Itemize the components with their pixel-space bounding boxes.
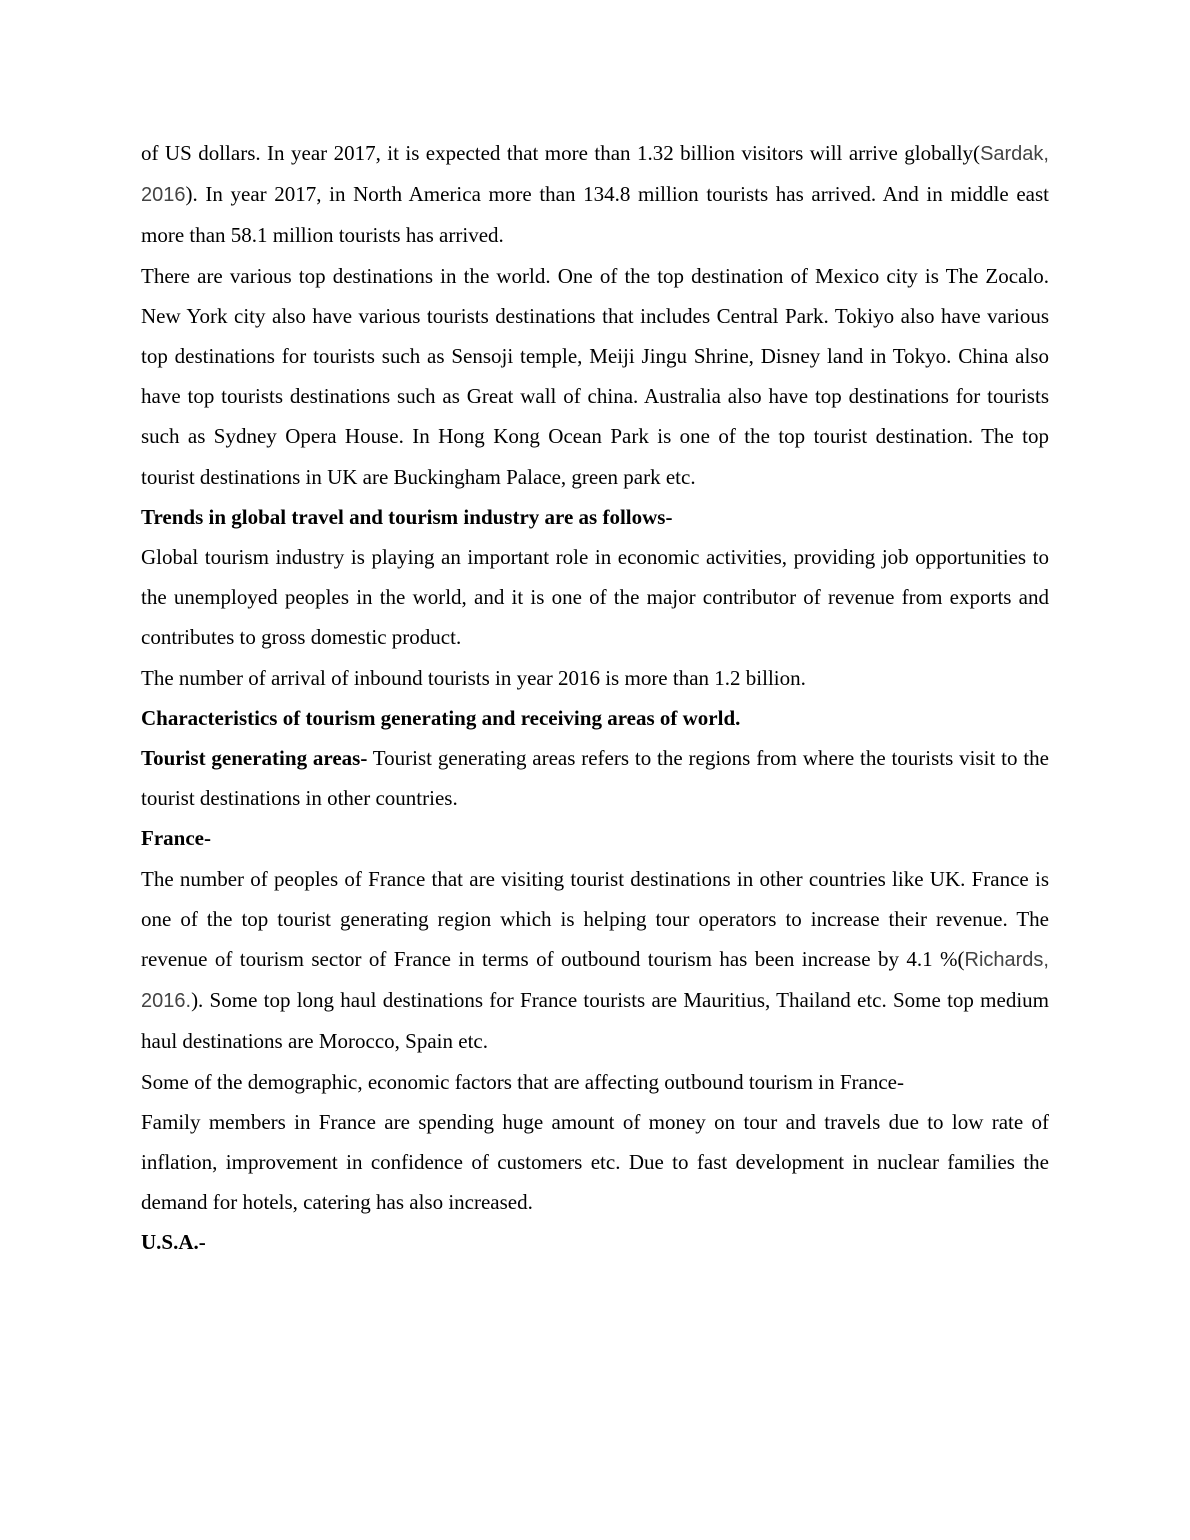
- heading-characteristics: Characteristics of tourism generating and receiving areas of world.: [141, 705, 741, 730]
- citation-sardak: Sardak, 2016: [141, 143, 1049, 207]
- heading-france: France-: [141, 826, 211, 851]
- citation-richards: Richards, 2016.: [141, 949, 1049, 1013]
- term-tourist-generating-areas: Tourist generating areas-: [141, 746, 368, 771]
- paragraph-text: ). Some top long haul destinations for France tourists are Mauritius, Thailand etc. Some top medium haul destinations are Morocco, Spain etc.: [141, 988, 1049, 1054]
- paragraph-top-destinations: There are various top destinations in the world. One of the top destination of Mexico city is The Zocalo. New York city also have various tourists destinations that includes Central Park. Tokiyo also have various top destinations for tourists such as Sensoji temple, Meiji Jingu Shrine, Disney land in Tokyo. China also have top tourists destinations such as Great wall of china. Australia also have top destinations for tourists such as Sydney Opera House. In Hong Kong Ocean Park is one of the top tourist destination. The top tourist destinations in UK are Buckingham Palace, green park etc.: [141, 263, 1049, 489]
- paragraph-text: of US dollars. In year 2017, it is expected that more than 1.32 billion visitors will arrive globally(: [141, 141, 981, 165]
- paragraph-text: ). In year 2017, in North America more than 134.8 million tourists has arrived. And in middle east more than 58.1 million tourists has arrived.: [141, 182, 1049, 248]
- heading-trends: Trends in global travel and tourism industry are as follows-: [141, 504, 673, 529]
- paragraph-visitor-statistics: [141, 133, 1049, 256]
- paragraph-text: The number of peoples of France that are visiting tourist destinations in other countries like UK. France is one of the top tourist generating region which is helping tour operators to increase their revenue. The revenue of tourism sector of France in terms of outbound tourism has been increase by 4.1 %(: [141, 866, 1049, 972]
- paragraph-generating-areas: [141, 738, 1049, 818]
- paragraph-text: Tourist generating areas refers to the regions from where the tourists visit to the tourist destinations in other countries.: [141, 746, 1049, 811]
- paragraph-france-outbound: [141, 859, 1049, 1062]
- document-page: [141, 133, 1049, 1263]
- paragraph-family-spending: Family members in France are spending huge amount of money on tour and travels due to low rate of inflation, improvement in confidence of customers etc. Due to fast development in nuclear families the demand for hotels, catering has also increased.: [141, 1109, 1049, 1215]
- paragraph-inbound-arrivals: The number of arrival of inbound tourists in year 2016 is more than 1.2 billion.: [141, 665, 806, 690]
- paragraph-demographic-factors: Some of the demographic, economic factors that are affecting outbound tourism in France-: [141, 1069, 904, 1094]
- heading-usa: U.S.A.-: [141, 1230, 206, 1255]
- paragraph-global-tourism: Global tourism industry is playing an important role in economic activities, providing job opportunities to the unemployed peoples in the world, and it is one of the major contributor of revenue from exports and contributes to gross domestic product.: [141, 545, 1049, 650]
